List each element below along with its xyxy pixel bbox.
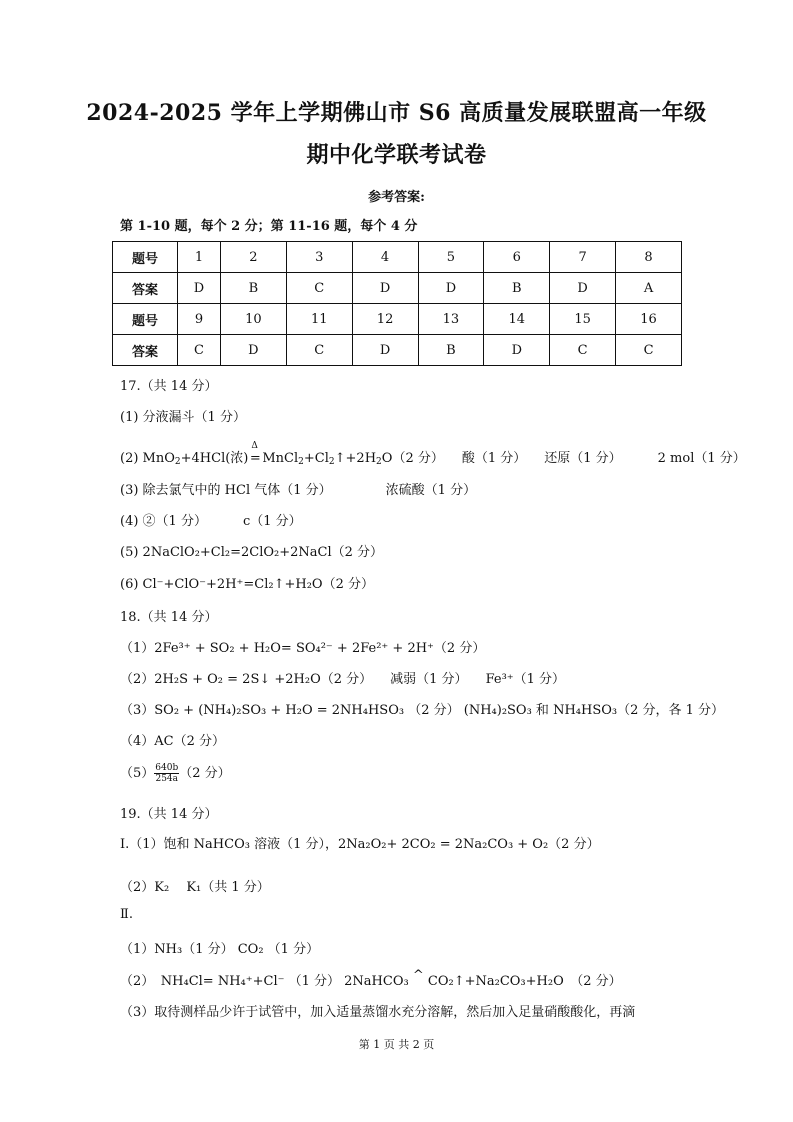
answer-cell: D: [352, 335, 418, 366]
q19-answer-5: （3）取待测样品少许于试管中，加入适量蒸馏水充分溶解，然后加入足量硝酸酸化，再滴: [120, 1005, 636, 1020]
q19-4b: CO₂↑+Na₂CO₃+H₂O （2 分）: [427, 974, 622, 989]
q17-4a: (4) ②（1 分）: [120, 514, 207, 529]
page-footer: 第 1 页 共 2 页: [358, 1038, 435, 1051]
q17-2-h: ↑+2H: [334, 451, 377, 466]
question-number: 2: [220, 242, 286, 273]
answer-cell: D: [484, 335, 550, 366]
question-number: 7: [550, 242, 616, 273]
question-number: 6: [484, 242, 550, 273]
q17-2-acid: 酸（1 分）: [461, 451, 527, 466]
q17-answer-6: (6) Cl⁻+ClO⁻+2H⁺=Cl₂↑+H₂O（2 分）: [120, 577, 374, 592]
q19-answer-3: （1）NH₃（1 分） CO₂ （1 分）: [120, 942, 320, 957]
heat-symbol: ^: [412, 968, 424, 983]
q19-answer-2: （2）K₂ K₁（共 1 分）: [120, 880, 270, 895]
answer-cell: D: [220, 335, 286, 366]
q17-4b: c（1 分）: [242, 514, 302, 529]
table-row: [113, 304, 682, 335]
q18-answer-4: （4）AC（2 分）: [120, 734, 226, 749]
q17-answer-4: [120, 510, 302, 529]
heat-symbol: Δ: [251, 441, 258, 451]
q18-answer-1: （1）2Fe³⁺ + SO₂ + H₂O= SO₄²⁻ + 2Fe²⁺ + 2H⁺（2 分）: [120, 641, 486, 656]
title-line-2: 期中化学联考试卷: [306, 142, 487, 168]
q17-heading: 17.（共 14 分）: [120, 379, 218, 394]
question-number: 5: [418, 242, 484, 273]
answer-label: 答案: [113, 273, 178, 304]
table-row: [113, 273, 682, 304]
fraction-numerator: 640b: [155, 763, 179, 773]
q18-5-prefix: （5）: [120, 766, 155, 781]
answer-cell: C: [286, 335, 352, 366]
answer-cell: B: [220, 273, 286, 304]
question-number: 14: [484, 304, 550, 335]
answer-cell: C: [550, 335, 616, 366]
q17-2-prefix: (2) MnO: [120, 451, 175, 466]
subtitle: 参考答案:: [368, 190, 425, 205]
q17-2-mncl: MnCl: [262, 451, 299, 466]
q17-2-hcl: +4HCl(浓): [180, 451, 249, 466]
q19-answer-4: [120, 970, 622, 989]
question-number: 16: [616, 304, 682, 335]
question-number: 3: [286, 242, 352, 273]
q17-answer-2: (2) MnO$_2$+4HCl(浓) Δ = $MnCl_2+Cl_2↑+2H_2O(2$ 分） 酸（1 分） 还原（1 分） 2 mol（1 分）: [120, 441, 746, 467]
question-number: 13: [418, 304, 484, 335]
question-number: 15: [550, 304, 616, 335]
answer-cell: C: [286, 273, 352, 304]
question-number: 9: [178, 304, 221, 335]
q18-2a: （2）2H₂S + O₂ = 2S↓ +2H₂O（2 分）: [120, 672, 373, 687]
q18-answer-5: [120, 762, 231, 784]
heat-condition: Δ =: [249, 441, 261, 466]
q17-3b: 浓硫酸（1 分）: [385, 483, 477, 498]
answer-cell: B: [418, 335, 484, 366]
question-number: 11: [286, 304, 352, 335]
answer-cell: D: [178, 273, 221, 304]
q17-3a: (3) 除去氯气中的 HCl 气体（1 分）: [120, 483, 332, 498]
question-number: 1: [178, 242, 221, 273]
q19-4a: （2） NH₄Cl= NH₄⁺+Cl⁻ （1 分） 2NaHCO₃: [120, 974, 409, 989]
q17-answer-5: (5) 2NaClO₂+Cl₂=2ClO₂+2NaCl（2 分）: [120, 545, 384, 560]
answer-cell: D: [550, 273, 616, 304]
q18-answer-3: （3）SO₂ + (NH₄)₂SO₃ + H₂O = 2NH₄HSO₃ （2 分） (NH₄)₂SO₃ 和 NH₄HSO₃（2 分，各 1 分）: [120, 703, 725, 718]
answer-cell: C: [178, 335, 221, 366]
question-number: 10: [220, 304, 286, 335]
q18-5-score: （2 分）: [179, 766, 231, 781]
question-number: 12: [352, 304, 418, 335]
q19-heading: 19.（共 14 分）: [120, 807, 218, 822]
answer-label: 答案: [113, 335, 178, 366]
answer-cell: B: [484, 273, 550, 304]
q17-2-cl: +Cl: [303, 451, 329, 466]
q18-2c: Fe³⁺（1 分）: [485, 672, 566, 687]
answer-cell: A: [616, 273, 682, 304]
scoring-intro: 第 1-10 题，每个 2 分；第 11-16 题，每个 4 分: [120, 219, 418, 234]
q17-answer-1: (1) 分液漏斗（1 分）: [120, 410, 246, 425]
fraction: [154, 763, 179, 784]
q19-answer-1: Ⅰ.（1）饱和 NaHCO₃ 溶液（1 分），2Na₂O₂+ 2CO₂ = 2Na₂CO₃ + O₂（2 分）: [120, 837, 600, 852]
table-row: [113, 242, 682, 273]
answer-cell: C: [616, 335, 682, 366]
answer-table: [112, 241, 682, 366]
q18-2b: 减弱（1 分）: [390, 672, 468, 687]
q18-answer-2: [120, 668, 565, 687]
q17-2-score: O（2 分）: [381, 451, 444, 466]
q19-part-2: Ⅱ.: [120, 907, 133, 922]
header-label: 题号: [113, 242, 178, 273]
q17-2-mol: 2 mol（1 分）: [657, 451, 746, 466]
table-row: [113, 335, 682, 366]
question-number: 8: [616, 242, 682, 273]
q18-heading: 18.（共 14 分）: [120, 610, 218, 625]
q17-answer-3: [120, 479, 476, 498]
answer-cell: D: [418, 273, 484, 304]
answer-cell: D: [352, 273, 418, 304]
q17-2-reduce: 还原（1 分）: [544, 451, 622, 466]
header-label: 题号: [113, 304, 178, 335]
title-line-1: 2024-2025 学年上学期佛山市 S6 高质量发展联盟高一年级: [86, 100, 707, 126]
fraction-denominator: 254a: [155, 774, 179, 784]
question-number: 4: [352, 242, 418, 273]
